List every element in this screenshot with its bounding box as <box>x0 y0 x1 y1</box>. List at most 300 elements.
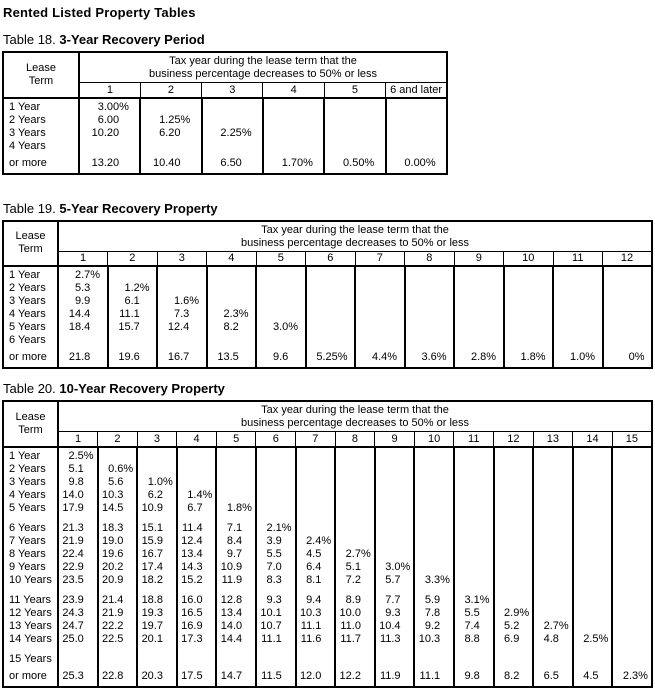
value-number: 11.1 <box>300 619 322 632</box>
value-cell <box>202 127 263 140</box>
corner-label-line: Lease <box>15 410 46 423</box>
value-number: 17.4 <box>141 560 163 573</box>
value-number: 9.3 <box>266 593 282 606</box>
column-header-1: 1 <box>58 432 98 447</box>
value-number: 3.1 <box>464 593 480 606</box>
row-label-line: 15 Years <box>9 652 52 665</box>
value-number: 4.5 <box>306 547 322 560</box>
value-number: 20.2 <box>101 560 124 573</box>
value-cell <box>553 334 603 368</box>
value-cell <box>306 266 356 282</box>
table-section-19 <box>2 201 653 370</box>
value-cell <box>177 447 217 463</box>
value-percent: % <box>638 669 648 682</box>
row-label-line: 2 Years <box>9 462 46 475</box>
value-cell <box>216 561 256 574</box>
value-cell <box>216 463 256 476</box>
value-cell <box>58 535 98 548</box>
row-label-cell <box>3 633 58 646</box>
value-percent: % <box>139 282 150 294</box>
value-cell <box>494 620 534 633</box>
value-number: 2.25 <box>220 126 242 139</box>
column-header-2: 2 <box>108 251 158 266</box>
table-row-6-years-or-more <box>3 334 652 368</box>
table-row-13-years <box>3 620 652 633</box>
table-header <box>3 221 652 267</box>
value-number: 25.0 <box>62 632 84 645</box>
value-cell <box>504 321 554 334</box>
value-number: 5.5 <box>266 547 282 560</box>
value-number: 14.0 <box>220 619 243 632</box>
value-number: 8.2 <box>223 321 239 333</box>
column-header-5: 5 <box>256 251 306 266</box>
value-cell <box>612 587 652 607</box>
table-row-8-years <box>3 548 652 561</box>
column-header-3: 3 <box>137 432 177 447</box>
value-cell <box>58 502 98 515</box>
value-cell <box>603 308 653 321</box>
row-label-line: 2 Years <box>9 113 46 126</box>
corner-header-cell <box>3 401 58 447</box>
value-cell <box>533 561 573 574</box>
row-label-line: 1 Year <box>9 449 41 462</box>
table-row-3-years <box>3 476 652 489</box>
recovery-table-10-year <box>2 400 653 688</box>
value-cell <box>256 574 296 587</box>
value-cell <box>306 295 356 308</box>
value-number: 25.3 <box>62 669 84 682</box>
value-number: 6.7 <box>187 501 203 514</box>
value-cell <box>98 447 138 463</box>
value-cell <box>533 515 573 535</box>
value-number: 5.3 <box>74 282 91 294</box>
value-cell <box>375 548 415 561</box>
value-cell <box>256 548 296 561</box>
value-cell <box>612 489 652 502</box>
value-cell <box>573 476 613 489</box>
value-cell <box>375 502 415 515</box>
value-cell <box>494 548 534 561</box>
value-number: 9.8 <box>68 475 84 488</box>
value-cell <box>494 463 534 476</box>
value-cell <box>375 574 415 587</box>
value-cell <box>504 334 554 368</box>
value-cell <box>335 463 375 476</box>
value-cell <box>335 502 375 515</box>
value-cell <box>137 607 177 620</box>
value-number: 19.0 <box>101 534 124 547</box>
value-number: 16.5 <box>181 606 203 619</box>
value-cell <box>414 489 454 502</box>
value-cell <box>296 489 336 502</box>
value-percent: % <box>400 560 411 573</box>
value-cell <box>177 574 217 587</box>
value-cell <box>296 607 336 620</box>
value-cell <box>296 587 336 607</box>
value-cell <box>177 607 217 620</box>
value-percent: % <box>585 351 596 363</box>
value-cell <box>494 587 534 607</box>
row-label-line: 3 Years <box>9 126 46 139</box>
value-number: 11.1 <box>119 308 140 320</box>
value-cell <box>108 308 158 321</box>
value-percent: % <box>558 619 569 632</box>
value-cell <box>405 295 455 308</box>
value-percent: % <box>519 606 530 619</box>
value-cell <box>335 574 375 587</box>
value-number: 1.4 <box>187 488 203 501</box>
value-number: 3.0 <box>385 560 401 573</box>
value-cell <box>140 98 201 114</box>
row-label-cell <box>3 574 58 587</box>
table-row-15-years-or-more <box>3 646 652 687</box>
value-cell <box>414 620 454 633</box>
value-cell <box>386 98 447 114</box>
value-cell <box>454 548 494 561</box>
row-label-line: 1 Year <box>9 100 41 113</box>
value-cell <box>216 489 256 502</box>
value-cell <box>533 535 573 548</box>
value-cell <box>137 574 177 587</box>
value-number: 9.2 <box>424 619 441 632</box>
value-number: 11.7 <box>340 632 361 645</box>
value-cell <box>454 574 494 587</box>
value-cell <box>58 321 108 334</box>
value-cell <box>177 476 217 489</box>
row-label-cell <box>3 515 58 535</box>
value-number: 3.3 <box>424 573 441 586</box>
value-number: 16.7 <box>167 351 190 363</box>
value-number: 5.1 <box>345 560 361 573</box>
value-cell <box>256 607 296 620</box>
row-label-line: or more <box>9 156 47 169</box>
span-header-cell <box>79 52 447 83</box>
value-cell <box>157 266 207 282</box>
value-cell <box>98 515 138 535</box>
value-cell <box>98 620 138 633</box>
table-row-4-years <box>3 489 652 502</box>
value-cell <box>553 282 603 295</box>
value-cell <box>573 574 613 587</box>
value-number: 10.7 <box>260 619 282 632</box>
value-cell <box>256 561 296 574</box>
value-cell <box>375 646 415 687</box>
value-number: 12.0 <box>299 669 322 682</box>
value-number: 1.6 <box>173 295 190 307</box>
value-cell <box>494 607 534 620</box>
row-label-line: 4 Years <box>9 488 46 501</box>
value-cell <box>375 561 415 574</box>
value-number: 1.8 <box>226 501 243 514</box>
row-label-line: 2 Years <box>9 282 46 294</box>
value-cell <box>533 476 573 489</box>
value-number: 14.4 <box>220 632 243 645</box>
value-cell <box>414 535 454 548</box>
table-row-2-years <box>3 463 652 476</box>
column-header-7: 7 <box>296 432 336 447</box>
value-cell <box>207 295 257 308</box>
value-number: 2.8 <box>470 351 487 363</box>
row-label-line: 6 Years <box>9 521 46 534</box>
value-cell <box>58 633 98 646</box>
value-cell <box>494 535 534 548</box>
value-cell <box>573 646 613 687</box>
value-cell <box>98 535 138 548</box>
value-percent: % <box>180 113 191 126</box>
value-cell <box>140 114 201 127</box>
value-cell <box>216 587 256 607</box>
row-label-cell <box>3 463 58 476</box>
value-cell <box>157 308 207 321</box>
value-number: 12.8 <box>220 593 243 606</box>
value-number: 22.5 <box>101 632 124 645</box>
recovery-table-3-year <box>2 51 448 175</box>
value-number: 18.2 <box>141 573 163 586</box>
value-cell <box>324 127 385 140</box>
value-cell <box>414 574 454 587</box>
row-label-cell <box>3 266 58 282</box>
value-cell <box>137 535 177 548</box>
value-cell <box>454 308 504 321</box>
value-cell <box>612 633 652 646</box>
value-cell <box>140 127 201 140</box>
span-header-line: business percentage decreases to 50% or less <box>148 68 378 80</box>
value-cell <box>137 463 177 476</box>
value-number: 9.3 <box>385 606 401 619</box>
row-label-line: 4 Years <box>9 308 46 320</box>
table-row-1-year <box>3 266 652 282</box>
value-percent: % <box>479 593 490 606</box>
column-header-12: 12 <box>603 251 653 266</box>
value-number: 11.5 <box>261 669 282 682</box>
value-cell <box>454 502 494 515</box>
value-number: 11.1 <box>261 632 282 645</box>
value-cell <box>355 295 405 308</box>
value-percent: % <box>598 632 609 645</box>
value-cell <box>355 282 405 295</box>
value-number: 10.20 <box>91 126 120 139</box>
value-number: 9.6 <box>272 351 289 363</box>
column-header-2: 2 <box>98 432 138 447</box>
table-body <box>3 266 652 368</box>
column-header-12: 12 <box>494 432 534 447</box>
column-header-15: 15 <box>612 432 652 447</box>
value-cell <box>137 447 177 463</box>
column-header-6-and-later: 6 and later <box>386 83 447 98</box>
value-cell <box>405 321 455 334</box>
value-number: 14.5 <box>101 501 124 514</box>
column-header-6: 6 <box>306 251 356 266</box>
value-number: 17.3 <box>181 632 203 645</box>
row-label-cell <box>3 561 58 574</box>
value-cell <box>612 463 652 476</box>
value-cell <box>177 489 217 502</box>
value-cell <box>256 334 306 368</box>
table-row-11-years <box>3 587 652 607</box>
value-cell <box>494 447 534 463</box>
value-cell <box>177 633 217 646</box>
value-cell <box>256 489 296 502</box>
value-number: 19.6 <box>101 547 124 560</box>
value-cell <box>375 620 415 633</box>
value-number: 13.4 <box>220 606 243 619</box>
value-percent: % <box>364 156 375 169</box>
value-number: 7.1 <box>226 521 243 534</box>
value-cell <box>98 489 138 502</box>
value-cell <box>335 607 375 620</box>
column-header-1: 1 <box>58 251 108 266</box>
row-label-line: 14 Years <box>9 632 52 645</box>
value-cell <box>375 633 415 646</box>
value-cell <box>137 476 177 489</box>
value-cell <box>98 476 138 489</box>
table-row-9-years <box>3 561 652 574</box>
value-cell <box>454 463 494 476</box>
value-cell <box>296 633 336 646</box>
value-cell <box>79 114 140 127</box>
value-number: 5.6 <box>108 475 124 488</box>
value-number: 2.5 <box>583 632 599 645</box>
value-number: 0.00 <box>404 156 426 169</box>
value-percent: % <box>242 501 252 514</box>
value-cell <box>533 633 573 646</box>
value-cell <box>573 447 613 463</box>
value-cell <box>335 620 375 633</box>
value-number: 2.7 <box>345 547 361 560</box>
value-cell <box>58 308 108 321</box>
value-number: 19.6 <box>118 351 140 363</box>
value-cell <box>454 646 494 687</box>
table-row-3-years <box>3 295 652 308</box>
value-cell <box>58 587 98 607</box>
value-cell <box>504 282 554 295</box>
value-number: 7.4 <box>464 619 480 632</box>
table-row-14-years <box>3 633 652 646</box>
value-cell <box>612 515 652 535</box>
value-cell <box>216 646 256 687</box>
value-cell <box>335 587 375 607</box>
value-cell <box>612 561 652 574</box>
value-cell <box>177 646 217 687</box>
value-number: 7.0 <box>266 560 282 573</box>
value-cell <box>306 282 356 295</box>
value-number: 20.3 <box>141 669 163 682</box>
value-cell <box>573 620 613 633</box>
value-cell <box>405 334 455 368</box>
value-cell <box>216 447 256 463</box>
value-cell <box>216 548 256 561</box>
value-cell <box>612 646 652 687</box>
corner-label-line: Term <box>18 423 43 436</box>
value-cell <box>58 476 98 489</box>
value-cell <box>296 620 336 633</box>
value-number: 2.7 <box>543 619 559 632</box>
caption-prefix: Table 19. <box>3 200 56 216</box>
row-label-line: or more <box>9 669 47 682</box>
value-cell <box>533 502 573 515</box>
value-number: 11.4 <box>181 521 203 534</box>
row-label-line: 6 Years <box>9 334 46 346</box>
value-number: 3.00 <box>97 100 120 113</box>
column-header-8: 8 <box>335 432 375 447</box>
value-cell <box>98 587 138 607</box>
column-header-4: 4 <box>263 83 324 98</box>
value-percent: % <box>440 573 450 586</box>
row-label-cell <box>3 334 58 368</box>
value-cell <box>504 266 554 282</box>
value-cell <box>494 646 534 687</box>
corner-header-cell <box>3 52 79 98</box>
table-row-4-years <box>3 308 652 321</box>
value-cell <box>375 476 415 489</box>
value-cell <box>58 515 98 535</box>
value-number: 17.5 <box>181 669 203 682</box>
value-cell <box>533 607 573 620</box>
value-cell <box>256 266 306 282</box>
value-percent: % <box>281 521 292 534</box>
value-number: 8.8 <box>464 632 480 645</box>
table-body <box>3 98 447 174</box>
value-cell <box>355 321 405 334</box>
value-number: 1.25 <box>159 113 181 126</box>
value-number: 14.0 <box>62 488 84 501</box>
value-percent: % <box>321 534 332 547</box>
span-header-line: business percentage decreases to 50% or less <box>240 236 470 249</box>
value-cell <box>140 140 201 174</box>
value-cell <box>108 334 158 368</box>
column-header-13: 13 <box>533 432 573 447</box>
value-number: 2.3 <box>223 308 239 320</box>
value-cell <box>335 646 375 687</box>
value-number: 9.9 <box>74 295 91 307</box>
value-cell <box>375 587 415 607</box>
value-cell <box>414 548 454 561</box>
value-cell <box>58 574 98 587</box>
value-cell <box>603 295 653 308</box>
value-number: 10.3 <box>418 632 441 645</box>
value-cell <box>98 561 138 574</box>
value-cell <box>375 515 415 535</box>
value-cell <box>58 561 98 574</box>
value-number: 5.25 <box>316 351 338 363</box>
row-label-line: 10 Years <box>9 573 52 586</box>
value-cell <box>324 98 385 114</box>
value-cell <box>177 502 217 515</box>
value-cell <box>58 620 98 633</box>
table-row-7-years <box>3 535 652 548</box>
value-number: 16.7 <box>141 547 163 560</box>
value-cell <box>355 334 405 368</box>
table-row-1-year <box>3 98 447 114</box>
corner-header-cell <box>3 221 58 267</box>
table-caption <box>3 201 653 216</box>
value-number: 4.5 <box>583 669 599 682</box>
value-cell <box>207 282 257 295</box>
value-number: 17.9 <box>62 501 84 514</box>
value-cell <box>98 646 138 687</box>
value-number: 13.5 <box>217 351 239 363</box>
value-cell <box>573 535 613 548</box>
value-number: 11.0 <box>340 619 361 632</box>
row-label-cell <box>3 98 79 114</box>
value-percent: % <box>634 351 645 363</box>
value-cell <box>296 447 336 463</box>
value-cell <box>296 476 336 489</box>
value-number: 9.8 <box>464 669 480 682</box>
value-cell <box>454 620 494 633</box>
value-cell <box>603 266 653 282</box>
value-cell <box>454 561 494 574</box>
